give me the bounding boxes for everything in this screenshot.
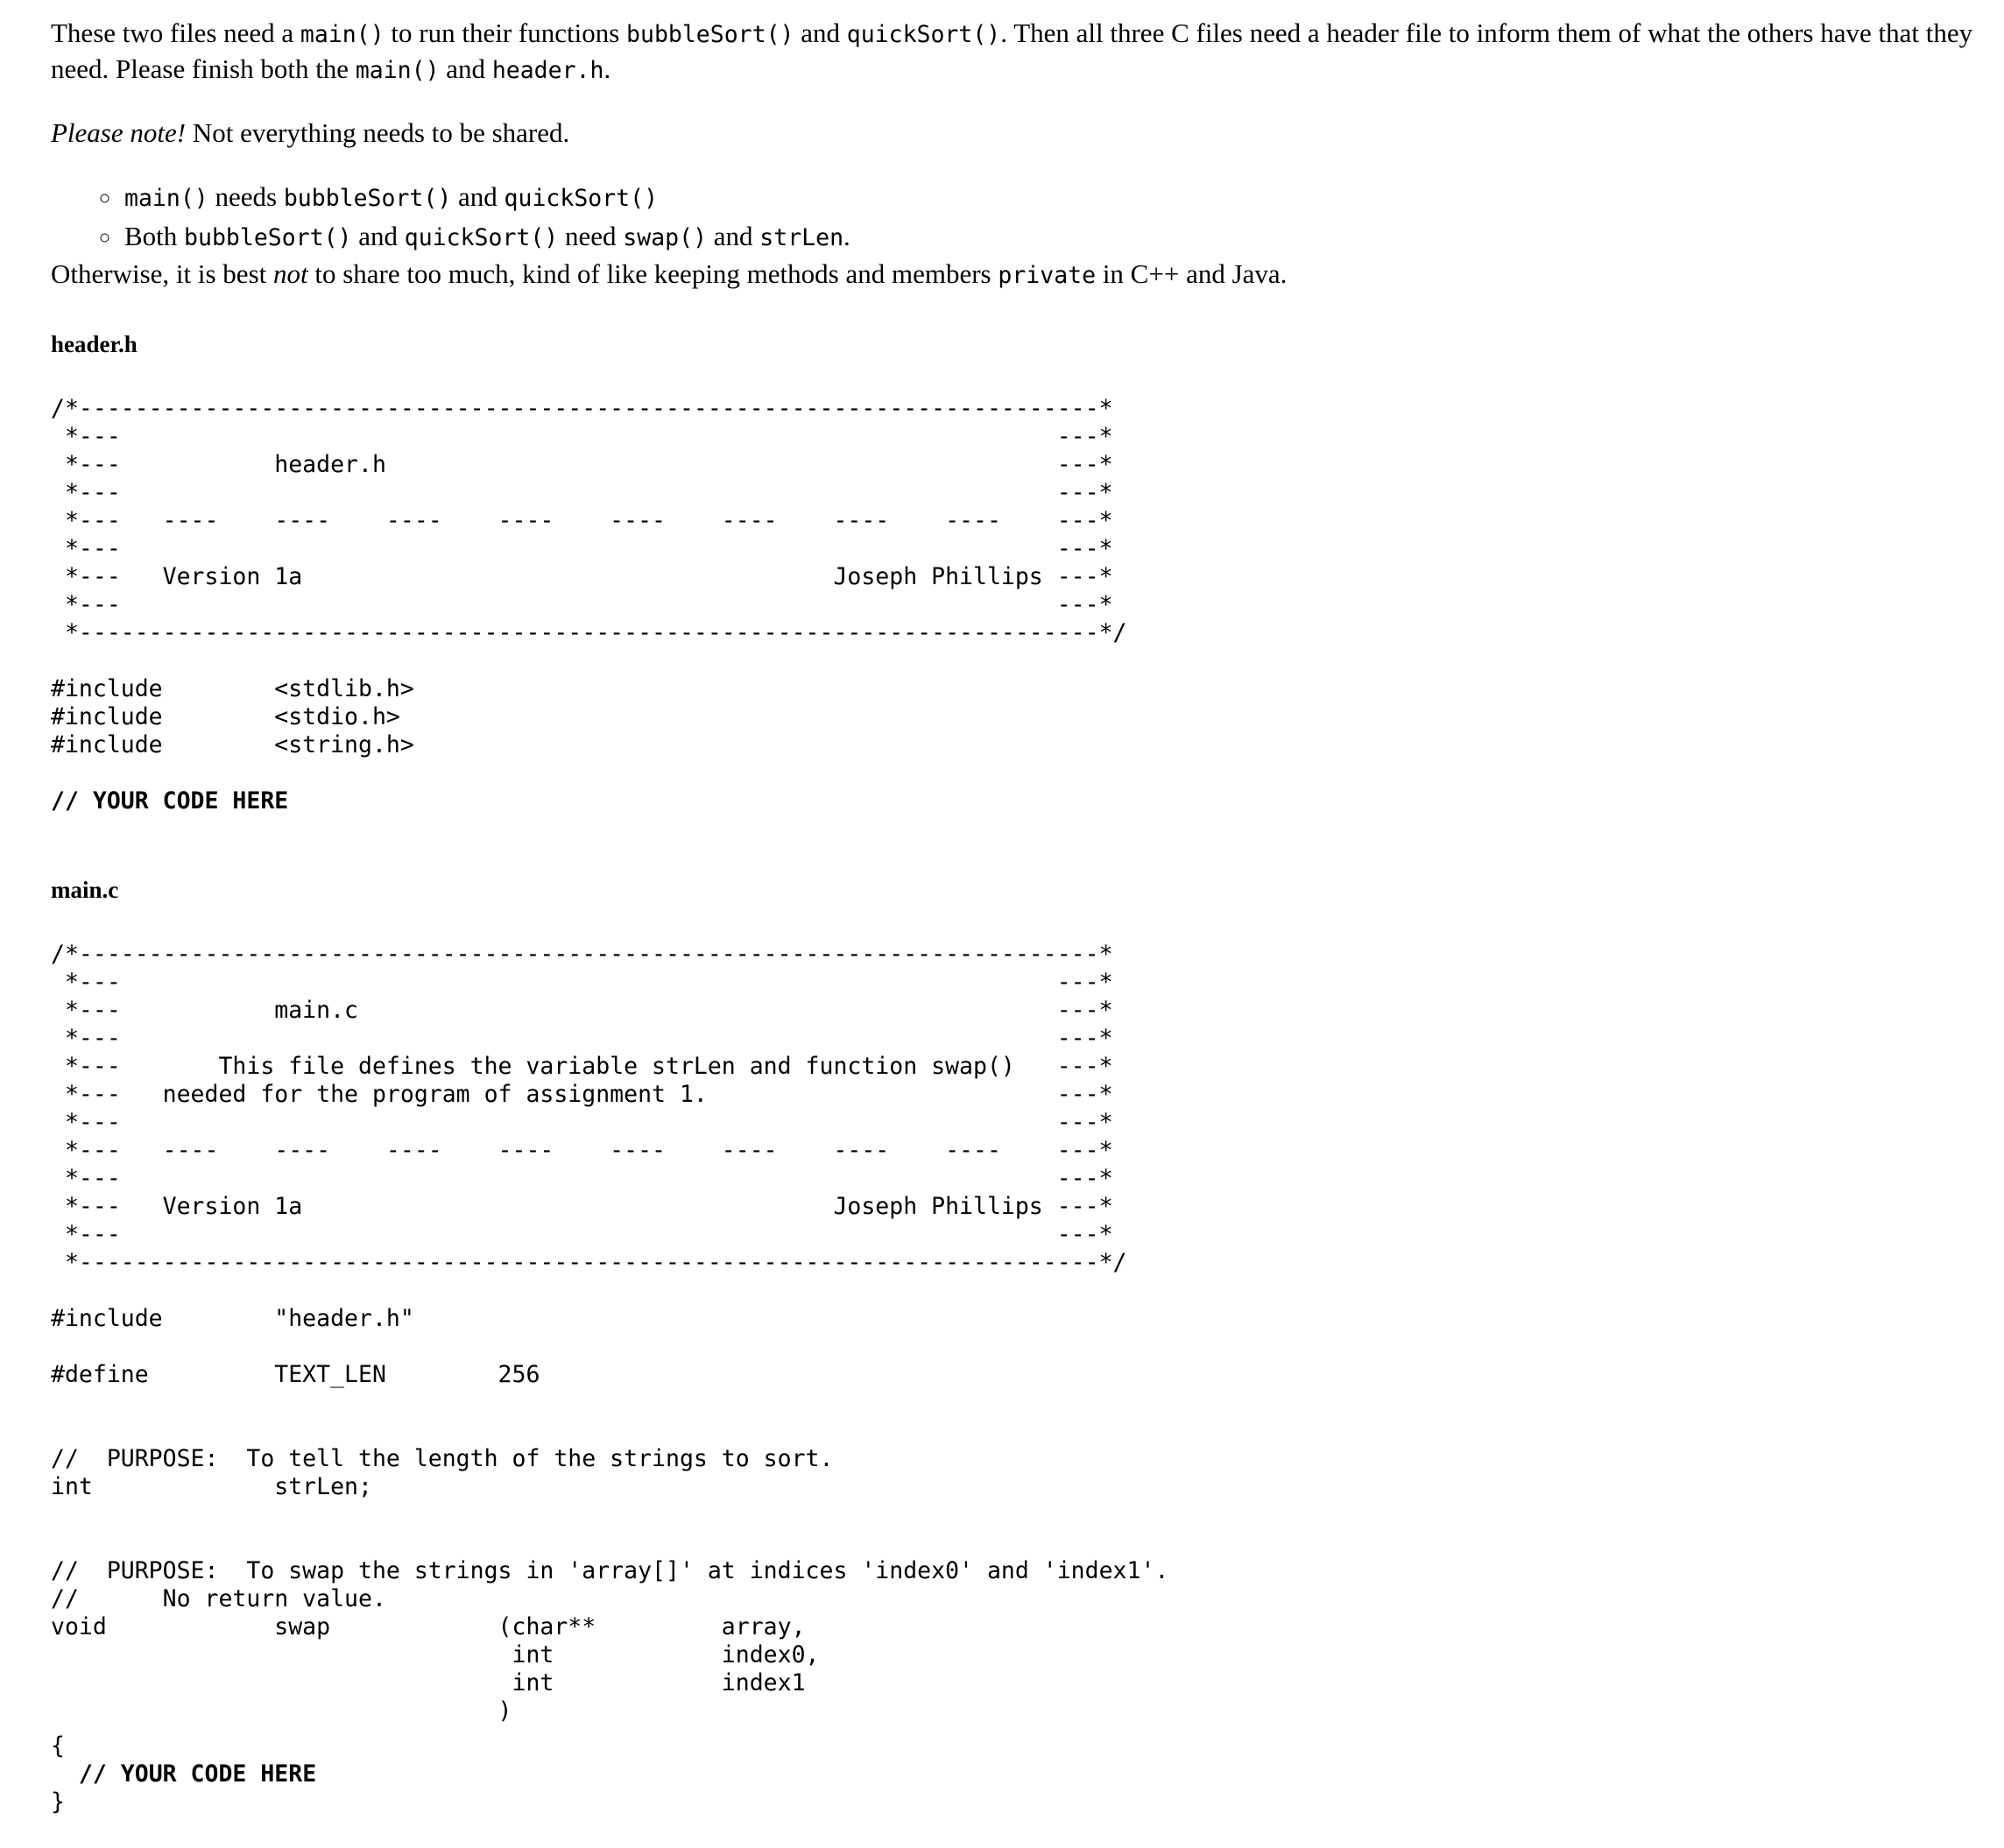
swap-open-brace: { — [51, 1732, 65, 1760]
inline-code-bubblesort: bubbleSort() — [626, 21, 794, 48]
text-run: and — [451, 181, 505, 212]
swap-declaration: // PURPOSE: To swap the strings in 'array[]' at indices 'index0' and 'index1'. // No return value. void swap (char** array, int index0, int index1 ) — [51, 1557, 1169, 1725]
text-run: to run their functions — [384, 18, 627, 48]
text-run: needs — [208, 181, 284, 212]
text-run: need — [558, 221, 624, 251]
swap-close-brace: } — [51, 1788, 65, 1816]
inline-code: quickSort() — [504, 185, 659, 212]
inline-code: bubbleSort() — [184, 224, 352, 251]
strlen-comment: // PURPOSE: To tell the length of the strings to sort. — [51, 1445, 834, 1472]
inline-code: swap() — [623, 224, 708, 251]
document-page — [51, 16, 1978, 1816]
header-includes: #include <stdlib.h> #include <stdio.h> #include <string.h> — [51, 675, 414, 758]
text-run: These two files need a — [51, 18, 300, 48]
inline-code-quicksort: quickSort() — [846, 21, 1001, 48]
strlen-declaration: int strLen; — [51, 1473, 372, 1500]
header-comment-block: /*-------------------------------------------------------------------------* *--- ---* *--- header.h ---* *--- ---* *--- ---- ---- ---- ---- ---- ---- ---- ---- ---* *--- ---* *--- Version 1a Joseph Phillips ---* *--- ---* *-------------------------------------------------------------------------*/ — [51, 395, 1127, 646]
list-item — [123, 178, 1978, 217]
inline-code-header: header.h — [491, 57, 604, 84]
inline-code: strLen — [759, 224, 844, 251]
main-comment-block: /*-------------------------------------------------------------------------* *--- ---* *--- main.c ---* *--- ---* *--- This file defines the variable strLen and function swap() ---* *--- needed for the program of assignment 1. ---* *--- ---* *--- ---- ---- ---- ---- ---- ---- ---- ---- ---* *--- ---* *--- Version 1a Joseph Phillips ---* *--- ---* *-------------------------------------------------------------------------*/ — [51, 941, 1127, 1276]
text-run: . Then all three C files need a header file to inform them of what the others have that they need. Please finish both the — [51, 18, 1973, 84]
indent — [51, 1760, 79, 1788]
text-run: to share too much, kind of like keeping methods and members — [307, 258, 998, 289]
list-item — [123, 217, 1978, 257]
intro-paragraph — [51, 16, 1978, 88]
main-file-title: main.c — [51, 877, 119, 903]
text-run: and — [439, 53, 492, 84]
requirements-list — [51, 178, 1978, 257]
text-run: and — [794, 18, 847, 48]
note-paragraph — [51, 116, 1978, 150]
main-define-line: #define TEXT_LEN 256 — [51, 1361, 540, 1388]
text-run: Both — [124, 221, 185, 251]
text-run: Otherwise, it is best — [51, 258, 273, 289]
swap-body-todo — [51, 1760, 1978, 1788]
inline-code: main() — [124, 185, 208, 212]
header-file-title: header.h — [51, 331, 138, 357]
text-run: . — [603, 53, 611, 84]
note-emphasis: Please note! — [51, 117, 187, 148]
text-run: and — [707, 221, 760, 251]
inline-code: quickSort() — [404, 224, 559, 251]
header-todo-comment: // YOUR CODE HERE — [51, 787, 289, 815]
advice-paragraph — [51, 257, 1978, 293]
text-run: in C++ and Java. — [1096, 258, 1288, 289]
inline-code: bubbleSort() — [283, 185, 452, 212]
text-run: Not everything needs to be shared. — [186, 117, 570, 148]
text-run: . — [843, 221, 850, 251]
inline-code-private: private — [998, 262, 1097, 289]
inline-code-main: main() — [355, 57, 440, 84]
emphasis: not — [273, 258, 308, 289]
main-include-line: #include "header.h" — [51, 1305, 414, 1332]
inline-code-main: main() — [300, 21, 385, 48]
swap-todo-comment: // YOUR CODE HERE — [78, 1760, 317, 1788]
text-run: and — [351, 221, 405, 251]
